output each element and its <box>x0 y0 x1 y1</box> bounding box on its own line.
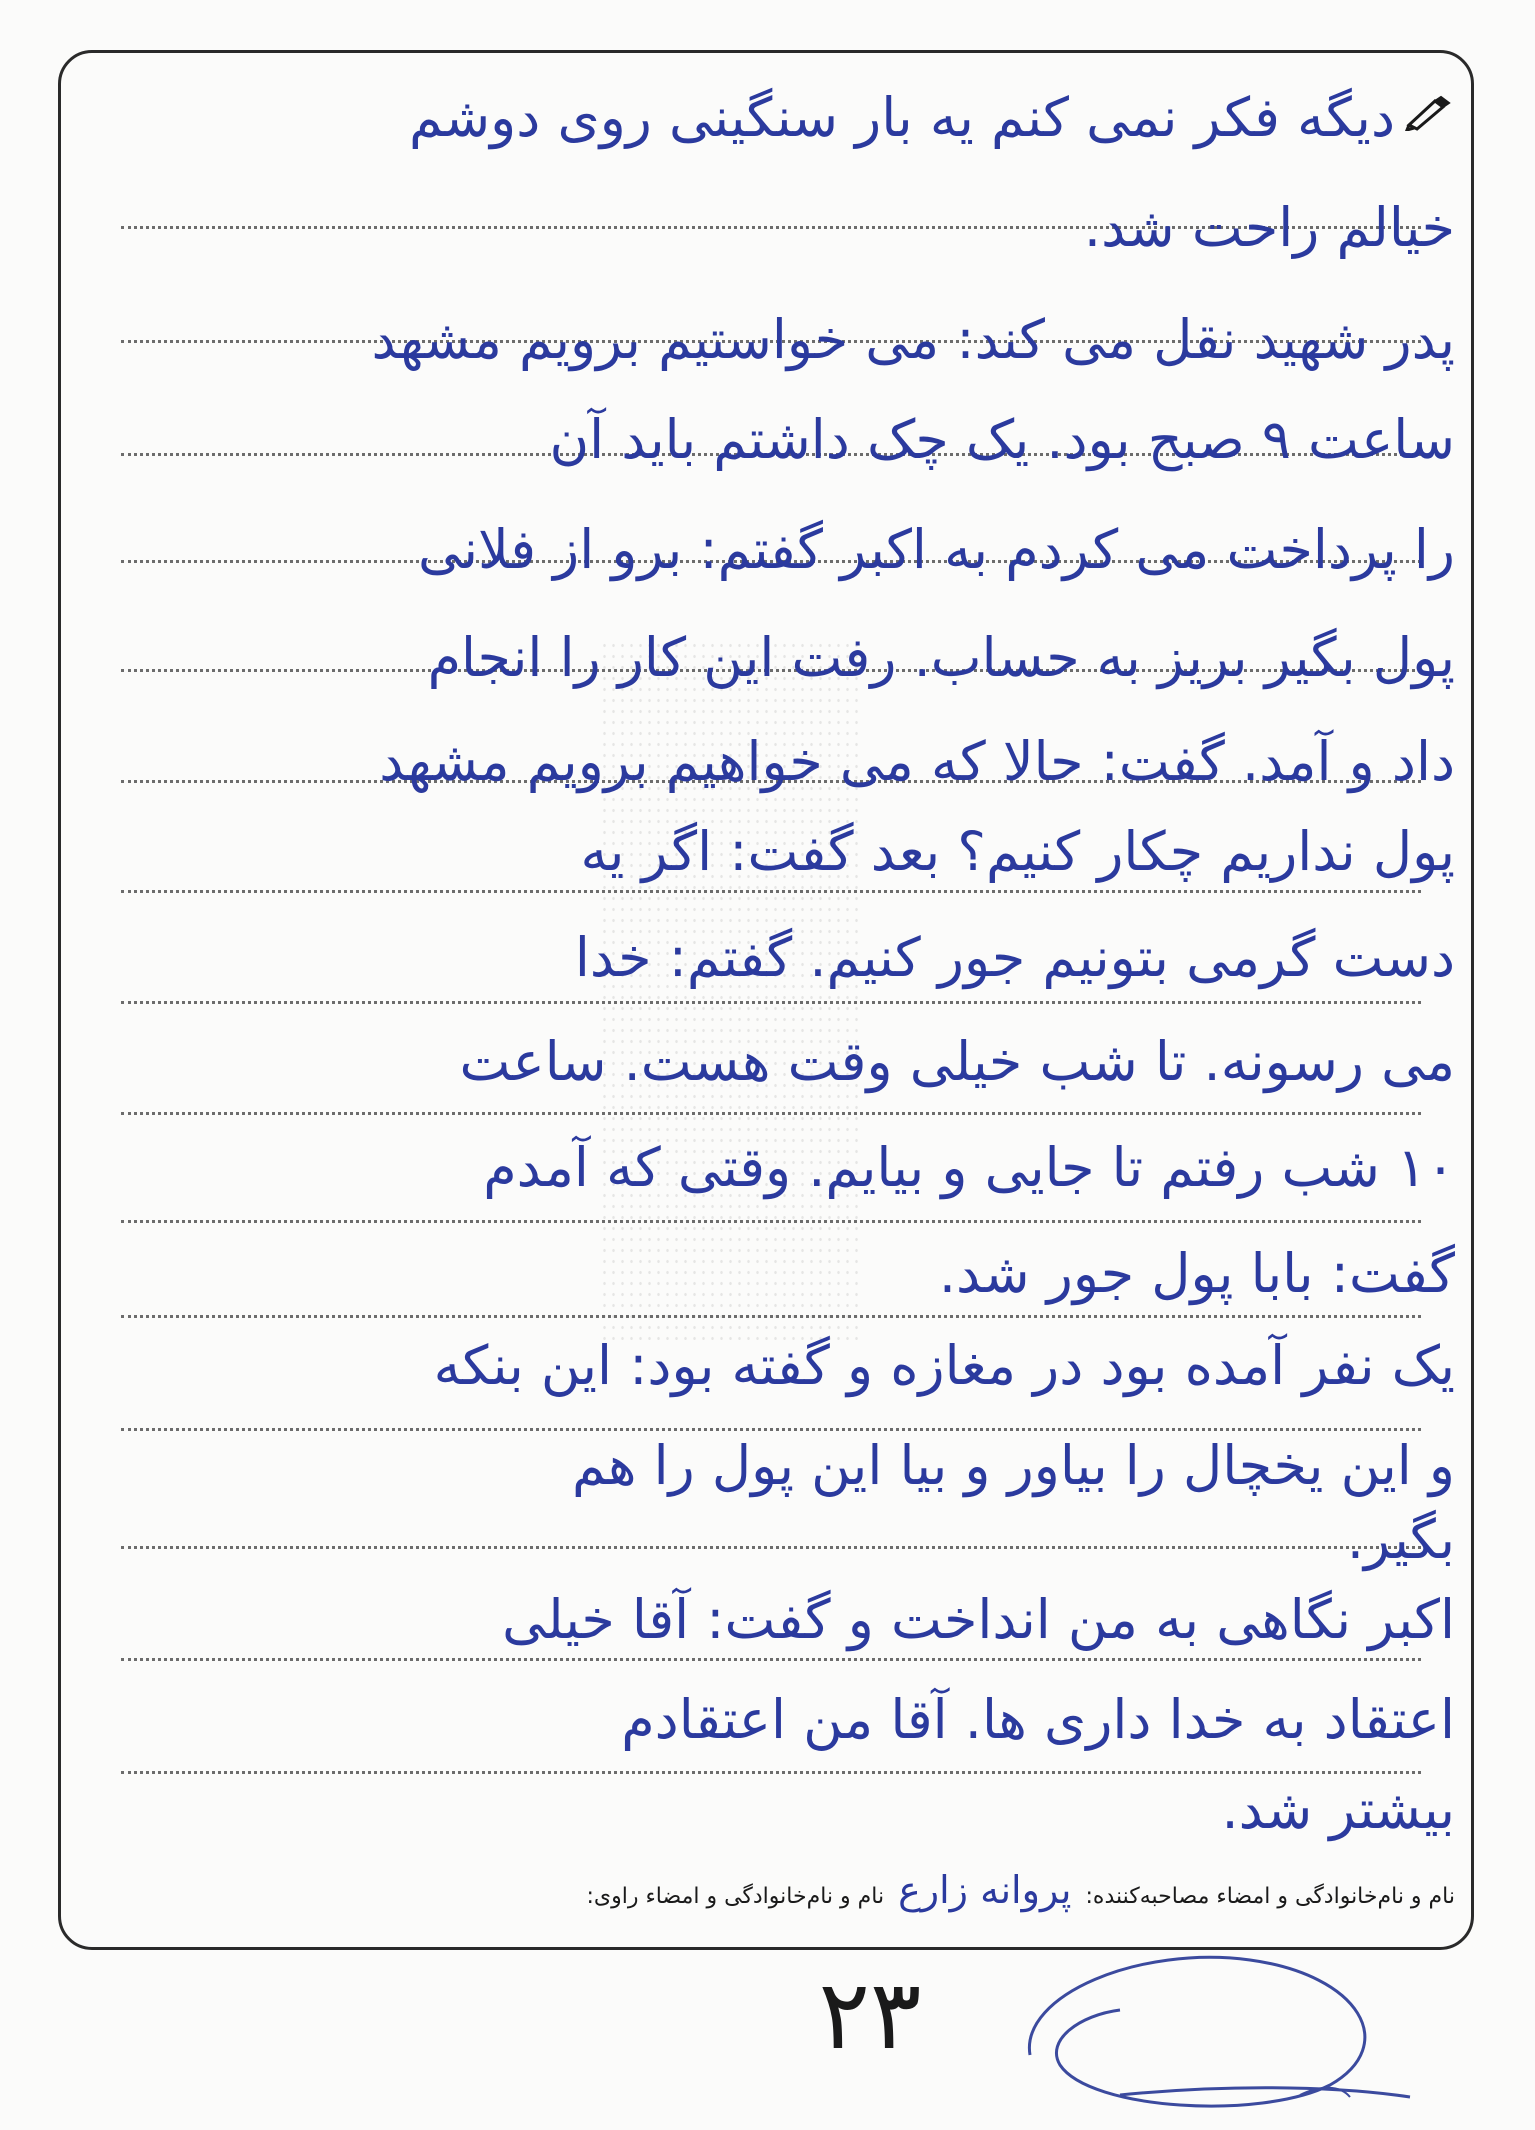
handwritten-line: ساعت ۹ صبح بود. یک چک داشتم باید آن <box>549 408 1455 471</box>
page-number: ۲۳ <box>818 1959 922 2071</box>
signature-footer <box>586 1868 1455 1912</box>
handwritten-line: می رسونه. تا شب خیلی وقت هست. ساعت <box>459 1030 1455 1093</box>
interviewer-signature: پروانه زارع <box>898 1868 1072 1912</box>
narrator-label: نام و نام‌خانوادگی و امضاء راوی: <box>586 1884 885 1909</box>
handwritten-line: را پرداخت می کردم به اکبر گفتم: برو از فلانی <box>417 518 1455 581</box>
handwritten-line: ۱۰ شب رفتم تا جایی و بیایم. وقتی که آمدم <box>483 1136 1455 1199</box>
handwritten-line: و این یخچال را بیاور و بیا این پول را هم <box>572 1434 1455 1497</box>
pen-icon <box>1405 95 1453 131</box>
handwritten-line: بگیر. <box>1346 1508 1455 1571</box>
handwritten-line: داد و آمد. گفت: حالا که می خواهیم برویم مشهد <box>379 730 1455 793</box>
handwritten-line: اکبر نگاهی به من انداخت و گفت: آقا خیلی <box>502 1588 1455 1651</box>
handwritten-line: پدر شهید نقل می کند: می خواستیم برویم مشهد <box>371 308 1455 371</box>
handwritten-line: گفت: بابا پول جور شد. <box>938 1242 1455 1305</box>
handwritten-line: خیالم راحت شد. <box>1083 196 1455 259</box>
handwritten-line: بیشتر شد. <box>1221 1778 1455 1841</box>
ruled-line <box>121 1112 1421 1115</box>
ruled-line <box>121 1001 1421 1004</box>
handwritten-line: اعتقاد به خدا داری ها. آقا من اعتقادم <box>621 1688 1455 1751</box>
signature-scribble <box>1000 1935 1420 2125</box>
handwritten-line: دست گرمی بتونیم جور کنیم. گفتم: خدا <box>574 926 1455 989</box>
interviewer-label: نام و نام‌خانوادگی و امضاء مصاحبه‌کننده: <box>1085 1884 1455 1909</box>
handwritten-line: دیگه فکر نمی کنم یه بار سنگینی روی دوشم <box>408 86 1395 149</box>
handwritten-line: یک نفر آمده بود در مغازه و گفته بود: این بنکه <box>433 1334 1455 1397</box>
handwritten-line: پول بگیر بریز به حساب. رفت این کار را انجام <box>427 626 1455 689</box>
ruled-line <box>121 1315 1421 1318</box>
handwritten-line: پول نداریم چکار کنیم؟ بعد گفت: اگر یه <box>580 820 1455 883</box>
ruled-line <box>121 1220 1421 1223</box>
